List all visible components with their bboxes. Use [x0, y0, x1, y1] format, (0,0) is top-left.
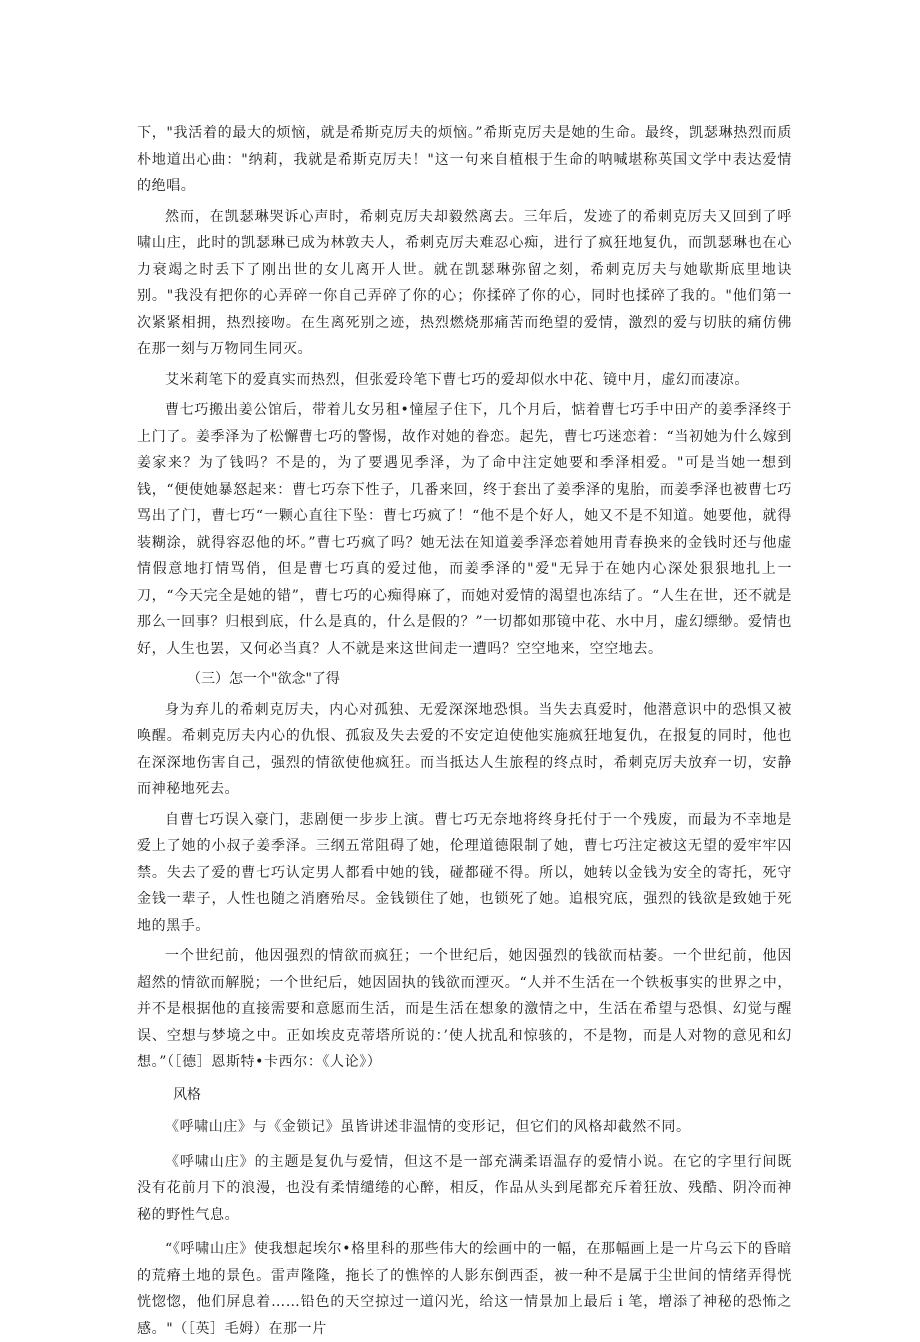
paragraph-3: 艾米莉笔下的爱真实而热烈，但张爱玲笔下曹七巧的爱却似水中花、镜中月，虚幻而凄凉。 — [165, 371, 749, 388]
section-heading-style: 风格 — [173, 1086, 201, 1103]
paragraph-9: 《呼啸山庄》的主题是复仇与爱情，但这不是一部充满柔语温存的爱情小说。在它的字里行间既没有花前月下的浪漫，也没有柔情缱绻的心醉，相反，作品从头到尾都充斥着狂放、残酷、阴冷而神秘的野性气息。 — [137, 1153, 792, 1223]
paragraph-5: 身为弃儿的希刺克厉夫，内心对孤独、无爱深深地恐惧。当失去真爱时，他潜意识中的恐惧又被唤醒。希刺克厉夫内心的仇恨、孤寂及失去爱的不安定迫使他实施疯狂地复仇，在报复的同时，他也在深深地伤害自己，强烈的情欲使他疯狂。而当抵达人生旅程的终点时，希刺克厉夫放弃一切，安静而神秘地死去。 — [137, 701, 792, 797]
paragraph-1: 下，"我活着的最大的烦恼，就是希斯克厉夫的烦恼。”希斯克厉夫是她的生命。最终，凯瑟琳热烈而质朴地道出心曲："纳莉，我就是希斯克厉夫！"这一句来自植根于生命的呐喊堪称英国文学中表达爱情的绝唱。 — [137, 125, 792, 194]
paragraph-10: “《呼啸山庄》使我想起埃尔•格里科的那些伟大的绘画中的一幅，在那幅画上是一片乌云下的昏暗的荒瘠土地的景色。雷声隆隆，拖长了的憔悴的人影东倒西歪，被一种不是属于尘世间的情绪弄得恍恍惚惚，他们屏息着……铅色的天空掠过一道闪光，给这一情景加上最后ｉ笔，增添了神秘的恐怖之感。"（［英］毛姆）在那一片 — [137, 1241, 792, 1337]
section-subheading: （三）怎一个"欲念"了得 — [187, 671, 340, 687]
paragraph-7: 一个世纪前，他因强烈的情欲而疯狂；一个世纪后，她因强烈的钱欲而枯萎。一个世纪前，他因超然的情欲而解脱；一个世纪后，她因固执的钱欲而湮灭。“人并不生活在一个铁板事实的世界之中，并不是根据他的直接需要和意愿而生活，而是生活在想象的激情之中，生活在希望与恐惧、幻觉与醒误、空想与梦境之中。正如埃皮克蒂塔所说的：’使人扰乱和惊骇的，不是物，而是人对物的意见和幻想。”（［德］恩斯特•卡西尔：《人论》） — [137, 948, 792, 1070]
paragraph-2: 然而，在凯瑟琳哭诉心声时，希刺克厉夫却毅然离去。三年后，发迹了的希刺克厉夫又回到了呼啸山庄，此时的凯瑟琳已成为林敦夫人，希刺克厉夫难忍心痴，进行了疯狂地复仇，而凯瑟琳也在心力衰竭之时丢下了刚出世的女儿离开人世。就在凯瑟琳弥留之刻，希刺克厉夫与她歇斯底里地诀别。"我没有把你的心弄碎一你自己弄碎了你的心；你揉碎了你的心，同时也揉碎了我的。"他们第一次紧紧相拥，热烈接吻。在生离死别之迹，热烈燃烧那痛苦而绝望的爱情，激烈的爱与切肤的痛仿佛在那一刻与万物同生同灭。 — [137, 208, 792, 357]
paragraph-4: 曹七巧搬出姜公馆后，带着儿女另租•憧屋子住下，几个月后，惦着曹七巧手中田产的姜季泽终于上门了。姜季泽为了松懈曹七巧的警惕，故作对她的眷恋。起先，曹七巧迷恋着：“当初她为什么嫁到姜家来？为了钱吗？不是的，为了要遇见季泽，为了命中注定她要和季泽相爱。"可是当她一想到钱，“便使她暴怒起来：曹七巧奈下性子，几番来回，终于套出了姜季泽的鬼胎，而姜季泽也被曹七巧骂出了门，曹七巧“一颗心直往下坠：曹七巧疯了！“他不是个好人，她又不是不知道。她要他，就得装糊涂，就得容忍他的坏。”曹七巧疯了吗？她无法在知道姜季泽恋着她用青春换来的金钱时还与他虚情假意地打情骂俏，但是曹七巧真的爱过他，而姜季泽的"爱"无异于在她内心深处狠狠地扎上一刀，“今天完全是她的错”，曹七巧的心痴得麻了，而她对爱情的渴望也冻结了。“人生在世，还不就是那么一回事？归根到底，什么是真的，什么是假的？”一切都如那镜中花、水中月，虚幻缥缈。爱情也好，人生也罢，又何必当真？人不就是来这世间走一遭吗？空空地来，空空地去。 — [137, 402, 792, 657]
paragraph-6: 自曹七巧误入豪门，悲剧便一步步上演。曹七巧无奈地将终身托付于一个残废，而最为不幸地是爱上了她的小叔子姜季泽。三纲五常阻碍了她，伦理道德限制了她，曹七巧注定被这无望的爱牢牢囚禁。失去了爱的曹七巧认定男人都看中她的钱，碰都碰不得。所以，她转以金钱为安全的寄托，死守金钱一辈子，人性也随之消磨殆尽。金钱锁住了她，也锁死了她。追根究底，强烈的钱欲是致她于死地的黑手。 — [137, 811, 792, 934]
paragraph-8: 《呼啸山庄》与《金锁记》虽皆讲述非温情的变形记，但它们的风格却截然不同。 — [165, 1119, 691, 1135]
